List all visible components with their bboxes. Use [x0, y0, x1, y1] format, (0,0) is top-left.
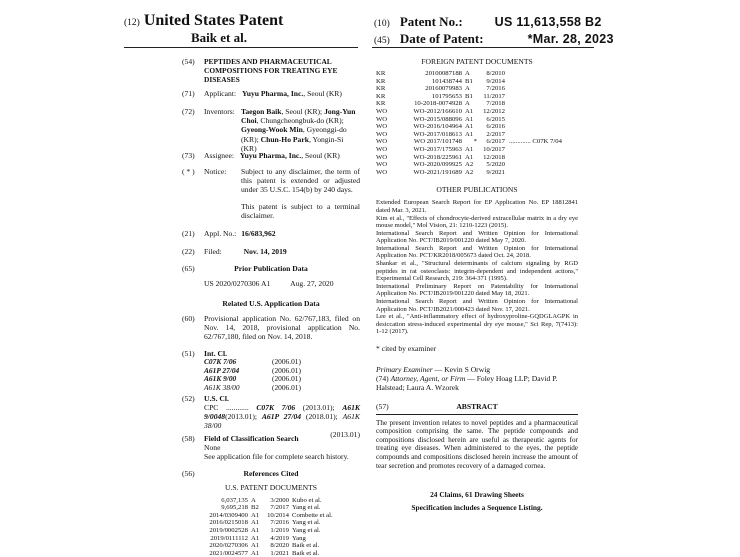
foreign-doc-date: 9/2014	[486, 77, 505, 85]
foreign-doc-row	[376, 108, 562, 116]
field-search-see: See application file for complete search history.	[204, 451, 349, 461]
foreign-doc-country: WO	[376, 153, 388, 161]
foreign-doc-extra	[505, 161, 562, 169]
foreign-doc-date: 7/2016	[486, 85, 505, 93]
header-rule-left	[124, 47, 358, 48]
int-cl-year: (2006.01)	[272, 357, 301, 367]
us-doc-date: 7/2017	[270, 504, 289, 512]
notice-code: ( * )	[182, 167, 195, 176]
us-doc-name: Yang et al.	[292, 526, 321, 534]
provisional-code: (60)	[182, 314, 195, 323]
prior-pub-code: (65)	[182, 264, 195, 273]
cpc-class-1: C07K 7/06	[256, 402, 296, 412]
inventor-1-location: , Seoul (KR);	[281, 107, 325, 116]
other-pub-item: Lee et al., "Anti-inflammatory effect of hydroxyproline-GQDGLAGPK in desiccation stress-induced experimental dry eye mouse," Sci Rep, 7(7413): 1-12 (2017).	[376, 313, 578, 336]
appl-no-label: Appl. No.:	[204, 229, 237, 238]
foreign-doc-extra	[505, 116, 562, 124]
foreign-doc-row	[376, 70, 562, 78]
cpc-class-3: A61P 27/04	[261, 411, 302, 421]
inventors-code: (72)	[182, 107, 195, 116]
foreign-doc-country: KR	[376, 100, 386, 108]
foreign-doc-row	[376, 116, 562, 124]
applicant-name: Yuyu Pharma, Inc.	[241, 89, 304, 98]
int-cl-year: (2006.01)	[272, 382, 301, 392]
assignee-code: (73)	[182, 151, 195, 160]
header-rule-right	[372, 47, 594, 48]
int-cl-table	[204, 358, 301, 392]
foreign-doc-country: KR	[376, 92, 386, 100]
other-pubs-list	[376, 199, 578, 336]
foreign-doc-date: 11/2017	[483, 92, 505, 100]
foreign-doc-kind: A	[465, 100, 470, 108]
foreign-doc-date: 10/2017	[483, 145, 505, 153]
inventor-4-location: , Yongin-Si (KR)	[241, 134, 344, 153]
foreign-doc-kind: *	[473, 138, 477, 146]
us-doc-date: 4/2019	[270, 534, 289, 542]
foreign-doc-kind: A	[465, 70, 470, 77]
foreign-doc-number: WO-2016/104964	[413, 123, 462, 131]
foreign-docs-table	[376, 70, 562, 176]
foreign-doc-kind: B1	[465, 77, 473, 85]
cpc-label: CPC ............	[204, 402, 249, 412]
foreign-doc-extra	[505, 78, 562, 86]
field-search	[182, 434, 360, 464]
us-doc-kind: A1	[251, 526, 260, 534]
prior-pub-heading: Prior Publication Data	[234, 264, 308, 273]
abstract-rule	[376, 414, 578, 415]
other-pub-item: International Preliminary Report on Patentability for International Application No. PCT/IB2019/001220 dated May 18, 2021.	[376, 282, 578, 298]
refs-head-row	[182, 469, 360, 481]
abstract-heading: ABSTRACT	[456, 401, 498, 411]
us-doc-date: 8/2020	[270, 542, 289, 550]
patent-number-code: (10)	[374, 19, 390, 29]
attorney-code: (74)	[376, 374, 389, 384]
inventor-3-name: Gyeong-Wook Min	[241, 125, 303, 135]
us-doc-row	[200, 519, 333, 527]
foreign-doc-country: KR	[376, 77, 386, 85]
foreign-doc-country: WO	[376, 107, 388, 115]
foreign-doc-kind: A1	[465, 107, 474, 115]
foreign-doc-country: KR	[376, 70, 386, 77]
foreign-doc-row	[376, 138, 562, 146]
examiner-label: Primary Examiner	[376, 365, 433, 374]
filed-value: Nov. 14, 2019	[243, 247, 287, 256]
assignee-label: Assignee:	[204, 151, 234, 160]
foreign-doc-extra	[505, 70, 562, 78]
foreign-doc-row	[376, 131, 562, 139]
notice-label: Notice:	[204, 167, 227, 176]
refs-code: (56)	[182, 468, 195, 478]
prior-pub-date: Aug. 27, 2020	[290, 279, 334, 288]
foreign-doc-number: 20160079983	[425, 85, 462, 93]
foreign-doc-extra	[505, 123, 562, 131]
us-doc-kind: A	[251, 496, 256, 504]
filed-code: (22)	[182, 247, 195, 256]
int-cl-field	[182, 349, 360, 393]
foreign-doc-extra	[505, 169, 562, 177]
int-cl-year: (2006.01)	[272, 365, 301, 375]
other-pub-item: International Search Report and Written Opinion for International Application No. PCT/IB2019/001220 dated May 7, 2020.	[376, 229, 578, 245]
field-search-code: (58)	[182, 433, 195, 443]
us-doc-kind: A1	[251, 542, 260, 550]
other-pub-item: Kim et al., "Effects of chondrocyte-derived extracellular matrix in a dry eye mouse model," Mol Vision, 21: 1210-1223 (2015).	[376, 214, 578, 230]
us-doc-name: Baik et al.	[292, 542, 320, 550]
foreign-doc-country: WO	[376, 138, 388, 146]
us-doc-row	[200, 550, 333, 557]
cpc-year-2: (2013.01);	[225, 411, 262, 421]
foreign-doc-kind: A	[465, 85, 470, 93]
abstract-head-row	[376, 402, 578, 413]
us-doc-kind: A1	[251, 534, 260, 542]
foreign-doc-row	[376, 93, 562, 101]
attorney-line	[376, 374, 578, 392]
inventors-list	[241, 107, 360, 153]
inventor-2-location: , Chungcheongbuk-do (KR);	[256, 116, 344, 126]
foreign-doc-date: 9/2021	[486, 168, 505, 176]
patent-date-row	[374, 30, 614, 48]
foreign-doc-extra	[505, 146, 562, 154]
us-doc-number: 2020/0270306	[209, 542, 248, 550]
us-doc-row	[200, 504, 333, 512]
field-search-heading: Field of Classification Search	[204, 433, 299, 443]
assignee-location: , Seoul (KR)	[301, 151, 340, 160]
applicant-field	[182, 89, 360, 101]
terminal-disclaimer-text: This patent is subject to a terminal disclaimer.	[241, 201, 360, 220]
prior-pub-head-row	[182, 264, 360, 276]
cpc-class-2: A61K 9/0048	[204, 402, 360, 421]
prior-pub-number: US 2020/0270306 A1	[204, 279, 271, 288]
appl-no-field	[182, 229, 360, 241]
foreign-doc-extra	[505, 93, 562, 101]
inventors-label: Inventors:	[204, 107, 235, 116]
assignee-field	[182, 151, 360, 163]
notice-text: Subject to any disclaimer, the term of this patent is extended or adjusted under 35 U.S.C. 154(b) by 240 days.	[241, 167, 360, 195]
doc-type-title: United States Patent	[143, 12, 284, 29]
appl-no-value: 16/683,962	[241, 229, 276, 238]
filed-label: Filed:	[204, 247, 222, 256]
related-app-heading: Related U.S. Application Data	[222, 299, 320, 308]
foreign-doc-number: WO-2018/225961	[413, 153, 462, 161]
attorney-label: Attorney, Agent, or Firm	[390, 374, 466, 384]
foreign-doc-kind: A2	[465, 168, 474, 176]
us-doc-name: Yang	[292, 534, 306, 542]
cpc-year-1: (2013.01);	[295, 402, 343, 412]
foreign-doc-date: 5/2020	[486, 161, 505, 169]
foreign-doc-row	[376, 78, 562, 86]
us-doc-kind: A1	[251, 549, 260, 557]
us-doc-date: 3/2000	[270, 496, 289, 504]
foreign-doc-country: WO	[376, 115, 388, 123]
foreign-doc-row	[376, 146, 562, 154]
foreign-doc-number: 101795653	[431, 92, 462, 100]
patent-date-value: *Mar. 28, 2023	[527, 32, 614, 46]
us-doc-date: 7/2016	[270, 519, 289, 527]
foreign-doc-date: 12/2018	[483, 153, 505, 161]
inventor-4-name: Chun-Ho Park	[260, 134, 309, 144]
us-doc-kind: B2	[251, 504, 259, 512]
attorney-name: — Foley Hoag LLP; David P. Halstead; Laura A. Wzorek	[376, 374, 558, 393]
foreign-doc-number: WO-2021/191689	[413, 168, 462, 176]
int-cl-row	[204, 384, 301, 393]
foreign-doc-date: 7/2018	[486, 100, 505, 108]
filed-field	[182, 247, 360, 259]
sequence-listing-note: Specification includes a Sequence Listing.	[411, 503, 543, 513]
inventor-1-name: Taegon Baik	[241, 107, 282, 116]
foreign-doc-country: WO	[376, 130, 388, 138]
foreign-doc-number: WO-2012/166610	[413, 107, 462, 115]
foreign-doc-extra	[505, 100, 562, 108]
abstract-code: (57)	[376, 401, 389, 411]
foreign-doc-row	[376, 161, 562, 169]
us-cl-heading: U.S. Cl.	[204, 393, 229, 403]
foreign-doc-date: 6/2017	[486, 138, 505, 146]
foreign-doc-number: WO-2017/018613	[413, 130, 462, 138]
foreign-doc-country: WO	[376, 168, 388, 176]
cpc-year-3: (2018.01);	[301, 411, 343, 421]
us-doc-date: 1/2021	[270, 549, 289, 557]
foreign-doc-date: 6/2016	[486, 123, 505, 131]
header-left	[124, 12, 283, 30]
int-cl-code: (51)	[182, 349, 195, 358]
foreign-doc-kind: A2	[465, 161, 474, 169]
us-docs-heading: U.S. PATENT DOCUMENTS	[225, 482, 317, 492]
foreign-doc-row	[376, 169, 562, 177]
left-column	[182, 57, 360, 557]
applicant-code: (71)	[182, 89, 195, 98]
assignee-name: Yuyu Pharma, Inc.	[239, 151, 302, 160]
foreign-doc-kind: A1	[465, 115, 474, 123]
us-cl-code: (52)	[182, 393, 195, 403]
patent-number-row	[374, 13, 602, 31]
us-doc-date: 1/2019	[270, 526, 289, 534]
foreign-doc-extra	[505, 131, 562, 139]
us-doc-row	[200, 535, 333, 543]
us-doc-date: 10/2014	[267, 511, 289, 519]
foreign-doc-country: WO	[376, 145, 388, 153]
foreign-doc-extra	[505, 85, 562, 93]
us-doc-number: 6,037,135	[221, 496, 248, 504]
us-doc-kind: A1	[251, 511, 260, 519]
foreign-doc-number: WO-2020/099925	[413, 161, 462, 169]
us-doc-row	[200, 497, 333, 505]
examiner-name: — Kevin S Orwig	[432, 365, 491, 374]
foreign-doc-number: 20100087188	[425, 70, 462, 77]
int-cl-heading: Int. Cl.	[204, 349, 227, 358]
field-search-none: None	[204, 442, 221, 452]
foreign-doc-kind: A1	[465, 145, 474, 153]
first-inventor: Baik et al.	[191, 30, 247, 45]
int-cl-class: C07K 7/06	[204, 357, 237, 367]
us-doc-number: 2019/0002528	[209, 526, 248, 534]
int-cl-year: (2006.01)	[272, 374, 301, 384]
us-doc-row	[200, 512, 333, 520]
us-docs-table	[200, 497, 333, 557]
other-pub-item: Shankar et al., "Structural determinants of calcium signaling by RGD peptides in rat osteoclasts: integrin-dependent and independent actions," Experimental Cell Research, 219: 364-371 (1995).	[376, 260, 578, 283]
us-doc-name: Yang et al.	[292, 504, 321, 512]
foreign-doc-date: 6/2015	[486, 115, 505, 123]
patent-number-value: US 11,613,558 B2	[494, 15, 602, 29]
foreign-doc-country: WO	[376, 161, 388, 169]
foreign-doc-row	[376, 123, 562, 131]
provisional-field	[182, 314, 360, 344]
examiner-line	[376, 365, 578, 374]
foreign-doc-row	[376, 100, 562, 108]
patent-date-code: (45)	[374, 36, 390, 46]
other-pubs-heading: OTHER PUBLICATIONS	[436, 185, 518, 195]
title-code: (54)	[182, 57, 195, 66]
foreign-doc-number: WO-2017/175963	[413, 145, 462, 153]
int-cl-class: A61K 38/00	[204, 382, 240, 392]
applicant-location: , Seoul (KR)	[303, 89, 342, 98]
patent-title: PEPTIDES AND PHARMACEUTICAL COMPOSITIONS FOR TREATING EYE DISEASES	[204, 57, 338, 85]
patent-date-label: Date of Patent:	[399, 31, 484, 46]
foreign-doc-country: WO	[376, 123, 388, 131]
abstract-text: The present invention relates to novel peptides and a pharmaceutical composition comprising the same. The peptide compounds and compositions disclosed herein are useful as therapeutic agents for treating eye diseases. When administered to the eyes, the peptide compounds and compositions disclosed herein increase the amount of tear secretion and promotes recovery of a damaged cornea.	[376, 418, 578, 470]
us-doc-name: Baik et al.	[292, 549, 320, 557]
foreign-doc-number: WO 2017/101748	[413, 138, 462, 146]
inventor-3-location: , Gyeonggi-do (KR);	[241, 125, 347, 144]
foreign-docs-heading: FOREIGN PATENT DOCUMENTS	[421, 57, 533, 66]
us-doc-number: 2016/0215018	[209, 519, 248, 527]
foreign-doc-number: WO-2015/088096	[413, 115, 462, 123]
foreign-doc-kind: A1	[465, 123, 474, 131]
other-pub-item: Extended European Search Report for EP Application No. EP 18812841 dated Mar. 3, 2021.	[376, 199, 578, 214]
us-doc-row	[200, 527, 333, 535]
foreign-doc-extra	[505, 154, 562, 162]
prior-pub-row	[182, 279, 360, 291]
foreign-doc-row	[376, 85, 562, 93]
cited-by-examiner-note: * cited by examiner	[376, 344, 437, 353]
patent-number-label: Patent No.:	[399, 14, 463, 29]
refs-heading: References Cited	[243, 468, 299, 478]
us-doc-number: 9,695,218	[221, 504, 248, 512]
cpc-class-4: A61K 38/00	[204, 411, 360, 431]
foreign-doc-date: 12/2012	[483, 107, 505, 115]
foreign-doc-extra: ............. C07K 7/04	[509, 138, 562, 146]
foreign-doc-kind: A1	[465, 153, 474, 161]
doc-type-code: (12)	[124, 18, 140, 28]
claims-count: 24 Claims, 61 Drawing Sheets	[430, 490, 524, 500]
foreign-doc-kind: B1	[465, 92, 473, 100]
inventor-2-name: Jong-Yun Choi	[241, 107, 356, 126]
us-doc-name: Yang et al.	[292, 519, 321, 527]
inventors-field	[182, 107, 360, 153]
cpc-year-4: (2013.01)	[330, 430, 360, 440]
foreign-doc-row	[376, 154, 562, 162]
notice-field	[182, 167, 360, 223]
foreign-doc-country: KR	[376, 85, 386, 93]
right-column	[376, 57, 578, 513]
appl-no-code: (21)	[182, 229, 195, 238]
foreign-doc-number: 101438744	[431, 77, 462, 85]
provisional-text: Provisional application No. 62/767,183, filed on Nov. 14, 2018, provisional application No. 62/767,180, filed on Nov. 14, 2018.	[204, 314, 360, 342]
us-doc-number: 2021/0024577	[209, 549, 248, 557]
foreign-doc-kind: A1	[465, 130, 474, 138]
applicant-label: Applicant:	[204, 89, 237, 98]
int-cl-class: A61K 9/00	[204, 374, 237, 384]
foreign-doc-date: 2/2017	[486, 130, 505, 138]
us-doc-number: 2014/0309400	[209, 511, 248, 519]
other-pub-item: International Search Report and Written Opinion for International Application No. PCT/IB2021/000423 dated Nov. 17, 2021.	[376, 298, 578, 313]
us-doc-name: Kubo et al.	[292, 496, 322, 504]
us-doc-kind: A1	[251, 519, 260, 527]
other-pub-item: International Search Report and Written Opinion for International Application No. PCT/KR2018/005673 dated Oct. 24, 2018.	[376, 244, 578, 260]
us-doc-row	[200, 542, 333, 550]
foreign-doc-number: 10-2018-0074928	[414, 100, 462, 108]
foreign-doc-date: 8/2010	[486, 70, 505, 77]
us-doc-number: 2019/0111112	[210, 534, 248, 542]
int-cl-class: A61P 27/04	[204, 365, 240, 375]
us-doc-name: Combette et al.	[292, 511, 333, 519]
title-field	[182, 57, 360, 87]
foreign-doc-extra	[505, 108, 562, 116]
